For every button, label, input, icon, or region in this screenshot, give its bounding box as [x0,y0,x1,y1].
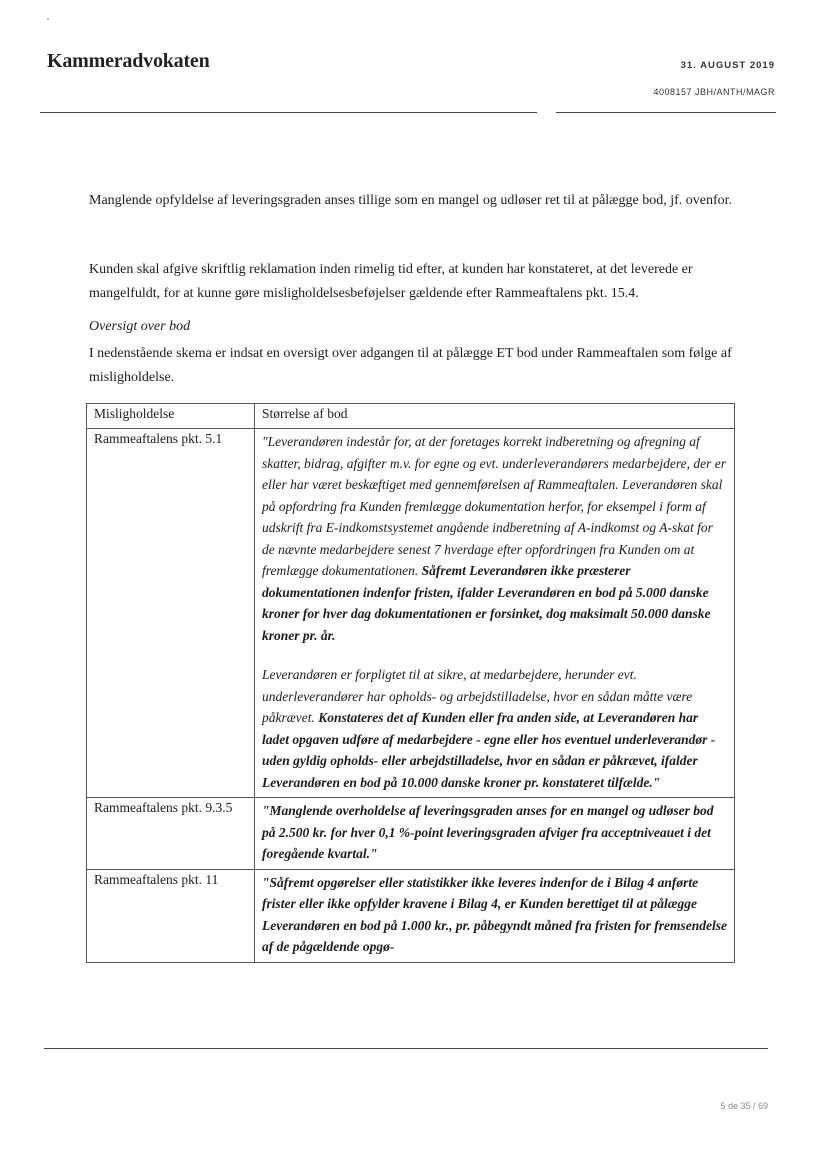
scan-mark [47,18,49,20]
page-number: 5 de 35 / 69 [720,1101,768,1111]
header-rule-right [556,112,776,113]
clause-penalty-text: Konstateres det af Kunden eller fra anden side, at Leverandøren har ladet opgaven udføre af medarbejdere - egne eller hos eventuel underleverandør - uden gyldig opholds- eller arbejdstilladelse, hvor en sådan er påkrævet, ifalder Leverandøren en bod på 10.000 danske kroner pr. konstateret tilfælde." [262,710,716,790]
table-row [87,798,735,870]
penalty-table [86,403,735,963]
column-header-bod: Størrelse af bod [255,404,735,429]
table-row [87,869,735,962]
footer-rule [44,1048,768,1049]
header-rule-left [40,112,537,113]
row-body [255,429,735,798]
row-body [255,798,735,870]
table-header-row [87,404,735,429]
paragraph-leveringsgrad: Manglende opfyldelse af leveringsgraden anses tillige som en mangel og udløser ret til at pålægge bod, jf. ovenfor. [89,193,733,208]
clause-penalty-text: "Såfremt opgørelser eller statistikker ikke leveres indenfor de i Bilag 4 anførte frister eller ikke opfylder kravene i Bilag 4, er Kunden berettiget til at pålægge Leverandøren en bod på 1.000 kr., pr. påbegyndt måned fra fristen for fremsendelse af de pågældende opgø- [262,874,727,954]
clause-text: "Leverandøren indestår for, at der foretages korrekt indberetning og afregning af skatter, bidrag, afgifter m.v. for egne og evt. underleverandørers medarbejdere, der er eller har været beskæftiget med gennemførelsen af Rammeaftalen. Leverandøren skal på opfordring fra Kunden fremlægge dokumentation herfor, for eksempel i form af udskrift fra E-indkomstsystemet angående indberetning af A-indkomst og A-skat for de nævnte medarbejdere senest 7 hverdage efter opfordringen fra Kunden om at fremlægge dokumentationen. [262,434,727,578]
document-date: 31. AUGUST 2019 [680,60,775,71]
clause-penalty-text: Såfremt Leverandøren ikke præsterer dokumentationen indenfor fristen, ifalder Leverandøren en bod på 5.000 danske kroner for hver dag dokumentationen er forsinket, dog maksimalt 50.000 danske kroner pr. år. [262,563,711,643]
firm-logo: Kammeradvokaten [47,50,210,72]
paragraph-reklamation: Kunden skal afgive skriftlig reklamation inden rimelig tid efter, at kunden har konstateret, at det leverede er mangelfuldt, for at kunne gøre misligholdelsesbeføjelser gældende efter Rammeaftalens pkt. 15.4. [89,262,693,301]
section-heading-bod: Oversigt over bod [89,319,191,334]
row-label: Rammeaftalens pkt. 11 [87,869,255,962]
table-row [87,429,735,798]
row-body [255,869,735,962]
paragraph-gap [262,646,728,664]
column-header-misligholdelse: Misligholdelse [87,404,255,429]
clause-text: Leverandøren er forpligtet til at sikre, at medarbejdere, herunder evt. underleverandører har opholds- og arbejdstilladelse, hvor en sådan måtte være påkrævet. [262,667,693,725]
row-label: Rammeaftalens pkt. 9.3.5 [87,798,255,870]
document-reference: 4008157 JBH/ANTH/MAGR [653,87,775,97]
clause-penalty-text: "Manglende overholdelse af leveringsgraden anses for en mangel og udløser bod på 2.500 kr. for hver 0,1 %-point leveringsgraden afviger fra acceptniveauet i det foregående kvartal." [262,803,714,861]
paragraph-oversigt: I nedenstående skema er indsat en oversigt over adgangen til at pålægge ET bod under Rammeaftalen som følge af misligholdelse. [89,346,732,385]
row-label: Rammeaftalens pkt. 5.1 [87,429,255,798]
